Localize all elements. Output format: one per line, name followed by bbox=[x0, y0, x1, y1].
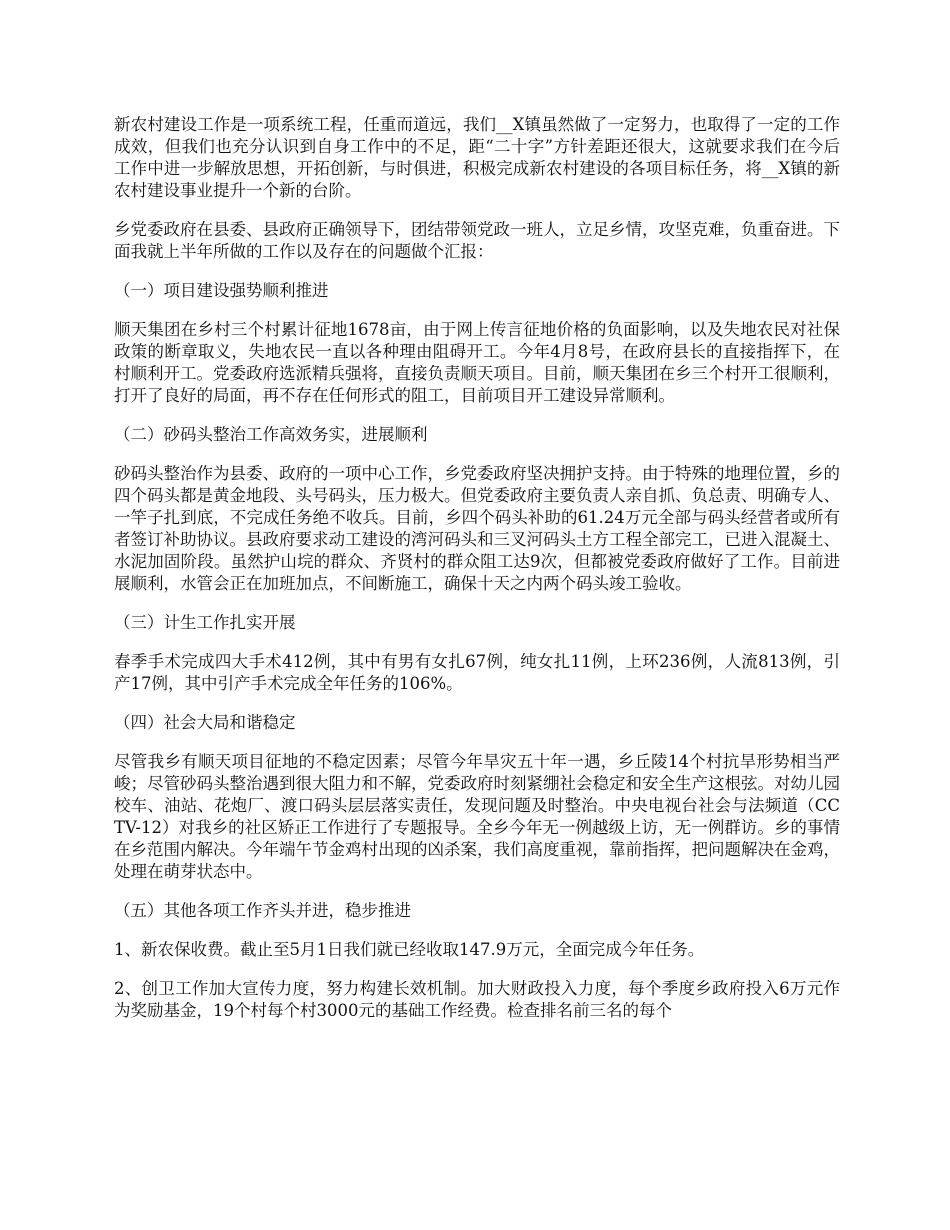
section-heading-3: （三）计生工作扎实开展 bbox=[114, 613, 296, 632]
section-4-paragraph: 尽管我乡有顺天项目征地的不稳定因素；尽管今年旱灾五十年一遇，乡丘陵14个村抗旱形势相当严峻；尽管砂码头整治遇到很大阻力和不解，党委政府时刻紧绷社会稳定和安全生产这根弦。对幼儿园校车、油站、花炮厂、渡口码头层层落实责任，发现问题及时整治。中央电视台社会与法频道（CCTV-12）对我乡的社区矫正工作进行了专题报导。全乡今年无一例越级上访，无一例群访。乡的事情在乡范围内解决。今年端午节金鸡村出现的凶杀案，我们高度重视，靠前指挥，把问题解决在金鸡，处理在萌芽状态中。 bbox=[114, 752, 840, 881]
section-heading-2: （二）砂码头整治工作高效务实，进展顺利 bbox=[114, 425, 428, 444]
section-2-paragraph: 砂码头整治作为县委、政府的一项中心工作，乡党委政府坚决拥护支持。由于特殊的地理位置，乡的四个码头都是黄金地段、头号码头，压力极大。但党委政府主要负责人亲自抓、负总责、明确专人、一竿子扎到底，不完成任务绝不收兵。目前，乡四个码头补助的61.24万元全部与码头经营者或所有者签订补助协议。县政府要求动工建设的湾河码头和三叉河码头土方工程全部完工，已进入混凝土、水泥加固阶段。虽然护山垸的群众、齐贤村的群众阻工达9次，但都被党委政府做好了工作。目前进展顺利，水管会正在加班加点，不间断施工，确保十天之内两个码头竣工验收。 bbox=[114, 464, 840, 593]
section-heading-1: （一）项目建设强势顺利推进 bbox=[114, 281, 329, 300]
report-opening-paragraph: 乡党委政府在县委、县政府正确领导下，团结带领党政一班人，立足乡情，攻坚克难，负重奋进。下面我就上半年所做的工作以及存在的问题做个汇报： bbox=[114, 220, 840, 261]
section-heading-4: （四）社会大局和谐稳定 bbox=[114, 713, 296, 732]
section-5-item-1: 1、新农保收费。截止至5月1日我们就已经收取147.9万元，全面完成今年任务。 bbox=[114, 940, 705, 959]
section-5-item-2: 2、创卫工作加大宣传力度，努力构建长效机制。加大财政投入力度，每个季度乡政府投入6万元作为奖励基金，19个村每个村3000元的基础工作经费。检查排名前三名的每个 bbox=[114, 979, 840, 1020]
section-3-paragraph: 春季手术完成四大手术412例，其中有男有女扎67例，纯女扎11例，上环236例，人流813例，引产17例，其中引产手术完成全年任务的106%。 bbox=[114, 652, 840, 693]
document-body bbox=[114, 114, 840, 1039]
section-1-paragraph: 顺天集团在乡村三个村累计征地1678亩，由于网上传言征地价格的负面影响，以及失地农民对社保政策的断章取义，失地农民一直以各种理由阻碍开工。今年4月8号，在政府县长的直接指挥下，在村顺利开工。党委政府选派精兵强将，直接负责顺天项目。目前，顺天集团在乡三个村开工很顺利，打开了良好的局面，再不存在任何形式的阻工，目前项目开工建设异常顺利。 bbox=[114, 320, 840, 405]
section-heading-5: （五）其他各项工作齐头并进，稳步推进 bbox=[114, 901, 411, 920]
intro-paragraph: 新农村建设工作是一项系统工程，任重而道远，我们__X镇虽然做了一定努力，也取得了一定的工作成效，但我们也充分认识到自身工作中的不足，距“二十字”方针差距还很大，这就要求我们在今后工作中进一步解放思想，开拓创新，与时俱进，积极完成新农村建设的各项目标任务，将__X镇的新农村建设事业提升一个新的台阶。 bbox=[114, 115, 840, 200]
